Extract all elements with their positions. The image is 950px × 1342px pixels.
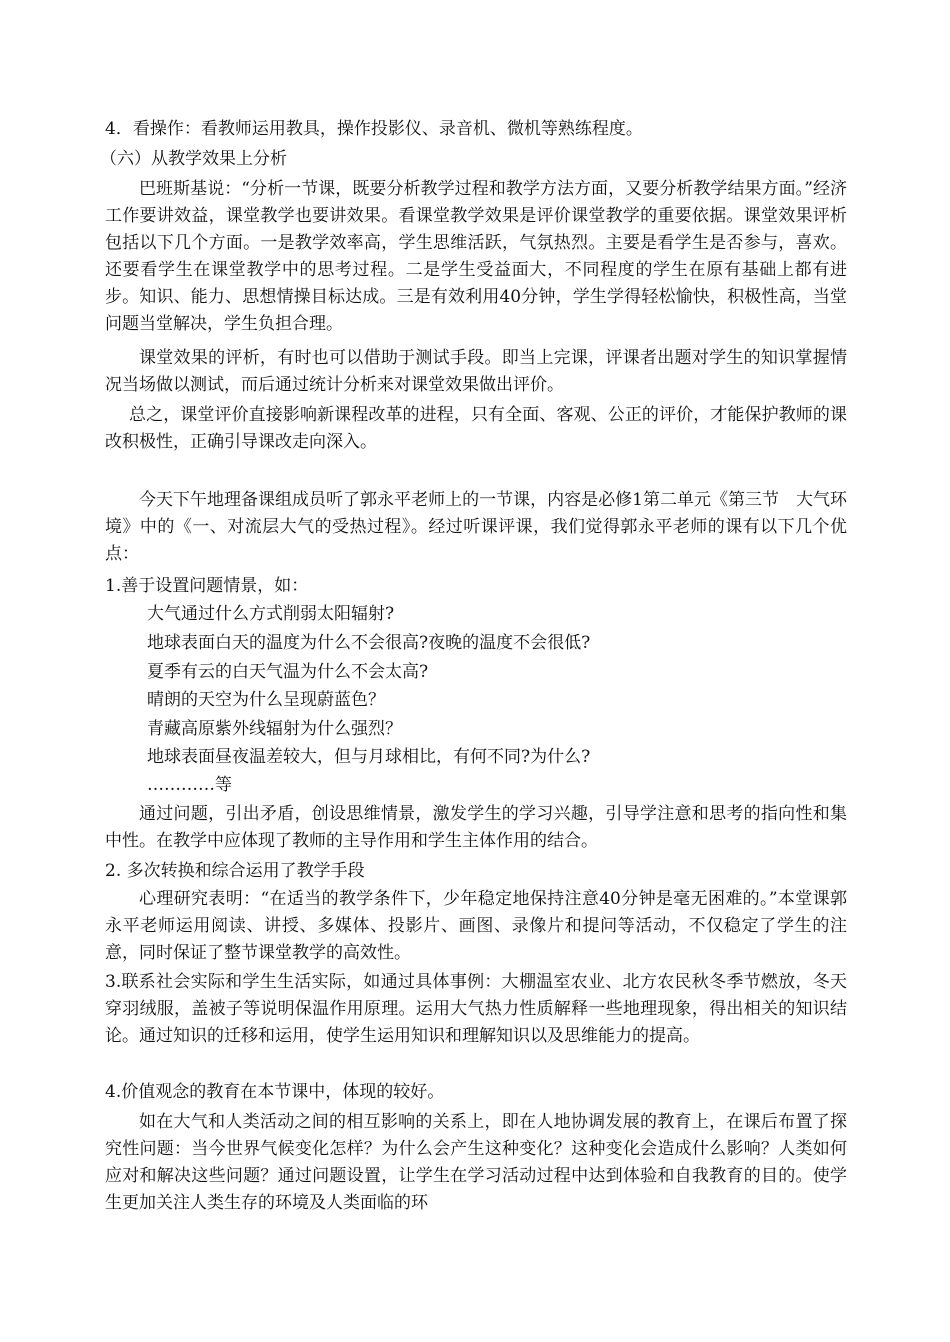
question-item: 晴朗的天空为什么呈现蔚蓝色？: [147, 690, 385, 710]
question-item: 青藏高原紫外线辐射为什么强烈？: [147, 719, 402, 739]
point-2-body: 心理研究表明：“在适当的教学条件下，少年稳定地保持注意40分钟是毫无困难的。”本堂课郭永平老师运用阅读、讲授、多媒体、投影片、画图、录像片和提问等活动，不仅稳定了学生的注意，同时保证了整节课堂教学的高效性。: [105, 889, 847, 963]
question-item: 夏季有云的白天气温为什么不会太高?: [147, 662, 429, 682]
point-4-body: 如在大气和人类活动之间的相互影响的关系上，即在人地协调发展的教育上，在课后布置了探究性问题：当今世界气候变化怎样？为什么会产生这种变化？这种变化会造成什么影响？人类如何应对和解决这些问题？通过问题设置，让学生在学习活动过程中达到体验和自我教育的目的。使学生更加关注人类生存的环境及人类面临的环: [105, 1112, 847, 1213]
question-item: 地球表面昼夜温差较大，但与月球相比，有何不同?为什么?: [147, 747, 591, 767]
item-4-operation: 4．看操作：看教师运用教具，操作投影仪、录音机、微机等熟练程度。: [105, 119, 643, 139]
point-3: 3.联系社会实际和学生生活实际，如通过具体事例：大棚温室农业、北方农民秋冬季节燃放，冬天穿羽绒服，盖被子等说明保温作用原理。运用大气热力性质解释一些地理现象，得出相关的知识结论。通过知识的迁移和运用，使学生运用知识和理解知识以及思维能力的提高。: [105, 972, 847, 1046]
point-2-title: 2. 多次转换和综合运用了教学手段: [105, 861, 365, 881]
paragraph-babansky: 巴班斯基说：“分析一节课，既要分析教学过程和教学方法方面，又要分析教学结果方面。”经济工作要讲效益，课堂教学也要讲效果。看课堂教学效果是评价课堂教学的重要依据。课堂效果评析包括以下几个方面。一是教学效率高，学生思维活跃，气氛热烈。主要是看学生是否参与，喜欢。还要看学生在课堂教学中的思考过程。二是学生受益面大，不同程度的学生在原有基础上都有进步。知识、能力、思想情操目标达成。三是有效利用40分钟，学生学得轻松愉快，积极性高，当堂问题当堂解决，学生负担合理。: [105, 179, 847, 334]
point-4-title: 4.价值观念的教育在本节课中，体现的较好。: [105, 1082, 445, 1102]
question-item: 大气通过什么方式削弱太阳辐射?: [147, 604, 395, 624]
point-1-title: 1.善于设置问题情景，如：: [105, 576, 309, 596]
point-1-body: 通过问题，引出矛盾，创设思维情景，激发学生的学习兴趣，引导学注意和思考的指向性和集中性。在教学中应体现了教师的主导作用和学生主体作用的结合。: [105, 804, 847, 851]
question-item: 地球表面白天的温度为什么不会很高?夜晚的温度不会很低?: [147, 633, 591, 653]
question-item: …………等: [147, 775, 232, 795]
heading-teaching-effect: （六）从教学效果上分析: [100, 149, 287, 169]
paragraph-conclusion: 总之，课堂评价直接影响新课程改革的进程，只有全面、客观、公正的评价，才能保护教师的课改积极性，正确引导课改走向深入。: [105, 405, 847, 452]
paragraph-intro-lesson: 今天下午地理备课组成员听了郭永平老师上的一节课，内容是必修1第二单元《第三节 大气环境》中的《一、对流层大气的受热过程》。经过听课评课，我们觉得郭永平老师的课有以下几个优点：: [105, 490, 847, 564]
paragraph-test-means: 课堂效果的评析，有时也可以借助于测试手段。即当上完课，评课者出题对学生的知识掌握情况当场做以测试，而后通过统计分析来对课堂效果做出评价。: [105, 348, 847, 395]
